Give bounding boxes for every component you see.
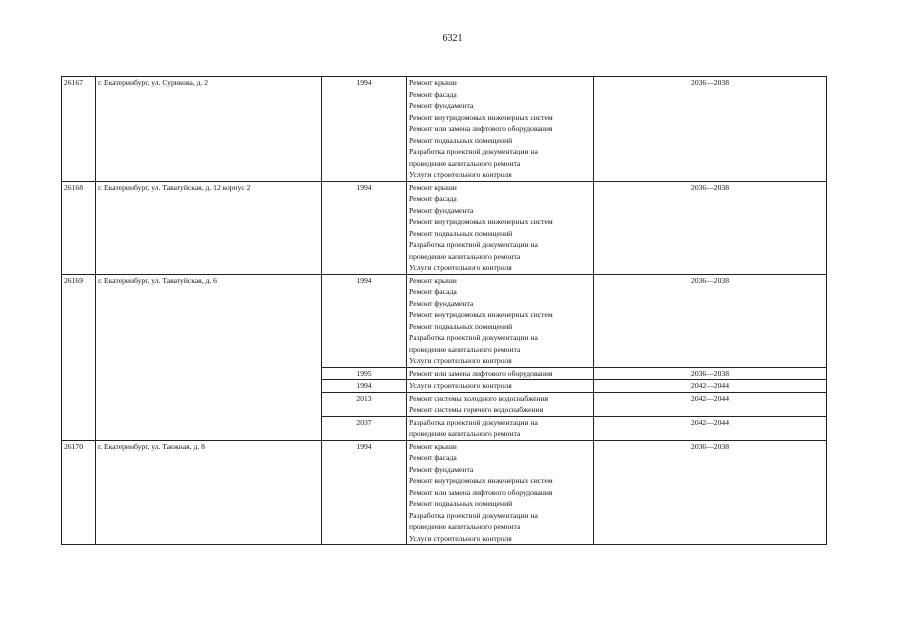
planned-period-cell: 2042—2044 — [594, 380, 827, 393]
work-item: Ремонт или замена лифтового оборудования — [409, 368, 553, 378]
year-cell: 1994 — [322, 181, 407, 274]
works-cell — [407, 380, 594, 393]
work-item: проведение капитального ремонта — [409, 522, 521, 531]
work-item: Ремонт внутридомовых инженерных систем — [409, 310, 553, 319]
planned-period-cell: 2036—2038 — [594, 367, 827, 380]
object-id-cell: 26169 — [62, 274, 96, 440]
work-item: Ремонт подвальных помещений — [409, 321, 513, 331]
work-item: проведение капитального ремонта — [409, 429, 521, 438]
work-item: проведение капитального ремонта — [409, 251, 521, 261]
work-item: Услуги строительного контроля — [409, 170, 512, 179]
planned-period-cell: 2036—2038 — [594, 274, 827, 367]
work-item: Ремонт внутридомовых инженерных систем — [409, 217, 553, 226]
work-item: Ремонт фундамента — [409, 298, 474, 308]
work-item: Ремонт фасада — [409, 89, 457, 99]
work-item: Разработка проектной документации на — [409, 240, 538, 249]
works-cell — [407, 392, 594, 416]
work-item: Ремонт внутридомовых инженерных систем — [409, 476, 553, 485]
year-cell: 2037 — [322, 416, 407, 440]
table-row — [62, 181, 827, 274]
works-cell — [407, 181, 594, 274]
work-item: Ремонт фундамента — [409, 205, 474, 215]
work-item: Ремонт системы холодного водоснабжения — [409, 393, 549, 403]
planned-period-cell: 2036—2038 — [594, 440, 827, 545]
works-cell — [407, 274, 594, 367]
work-item: Разработка проектной документации на — [409, 147, 538, 156]
work-item: Ремонт крыши — [409, 441, 457, 451]
planned-period-cell: 2042—2044 — [594, 416, 827, 440]
work-item: проведение капитального ремонта — [409, 344, 521, 354]
work-item: Ремонт подвальных помещений — [409, 135, 513, 145]
table-row — [62, 440, 827, 545]
table-row — [62, 274, 827, 367]
work-item: Ремонт или замена лифтового оборудования — [409, 487, 553, 497]
work-item: проведение капитального ремонта — [409, 158, 521, 168]
object-id-cell: 26170 — [62, 440, 96, 545]
work-item: Ремонт крыши — [409, 78, 457, 87]
work-item: Ремонт фундамента — [409, 101, 474, 110]
works-cell — [407, 416, 594, 440]
address-cell: г. Екатеринбург, ул. Таежная, д. 8 — [96, 440, 322, 545]
work-item: Разработка проектной документации на — [409, 333, 538, 342]
work-item: Ремонт фасада — [409, 453, 457, 462]
object-id-cell: 26168 — [62, 181, 96, 274]
work-item: Ремонт системы горячего водоснабжения — [409, 405, 544, 414]
work-item: Ремонт внутридомовых инженерных систем — [409, 112, 553, 122]
works-cell — [407, 77, 594, 182]
work-item: Услуги строительного контроля — [409, 263, 512, 272]
planned-period-cell: 2036—2038 — [594, 77, 827, 182]
work-item: Разработка проектной документации на — [409, 510, 538, 520]
year-cell: 1994 — [322, 380, 407, 393]
work-item: Услуги строительного контроля — [409, 356, 512, 365]
work-item: Разработка проектной документации на — [409, 417, 538, 427]
table-row — [62, 77, 827, 182]
year-cell: 1994 — [322, 440, 407, 545]
work-item: Ремонт подвальных помещений — [409, 228, 513, 238]
work-item: Ремонт или замена лифтового оборудования — [409, 124, 553, 133]
work-item: Услуги строительного контроля — [409, 381, 512, 390]
work-item: Ремонт подвальных помещений — [409, 499, 513, 508]
address-cell: г. Екатеринбург, ул. Таватуйская, д. 6 — [96, 274, 322, 440]
work-item: Ремонт крыши — [409, 275, 457, 285]
repair-schedule-table — [61, 76, 827, 545]
work-item: Услуги строительного контроля — [409, 533, 512, 543]
works-cell — [407, 440, 594, 545]
address-cell: г. Екатеринбург, ул. Таватуйская, д. 12 корпус 2 — [96, 181, 322, 274]
object-id-cell: 26167 — [62, 77, 96, 182]
address-cell: г. Екатеринбург, ул. Сурикова, д. 2 — [96, 77, 322, 182]
work-item: Ремонт крыши — [409, 182, 457, 192]
planned-period-cell: 2042—2044 — [594, 392, 827, 416]
work-item: Ремонт фундамента — [409, 464, 474, 474]
work-item: Ремонт фасада — [409, 194, 457, 203]
works-cell — [407, 367, 594, 380]
year-cell: 1994 — [322, 77, 407, 182]
planned-period-cell: 2036—2038 — [594, 181, 827, 274]
year-cell: 1994 — [322, 274, 407, 367]
table-body — [62, 77, 827, 545]
page-number: 6321 — [442, 33, 463, 44]
year-cell: 1995 — [322, 367, 407, 380]
year-cell: 2013 — [322, 392, 407, 416]
work-item: Ремонт фасада — [409, 287, 457, 296]
